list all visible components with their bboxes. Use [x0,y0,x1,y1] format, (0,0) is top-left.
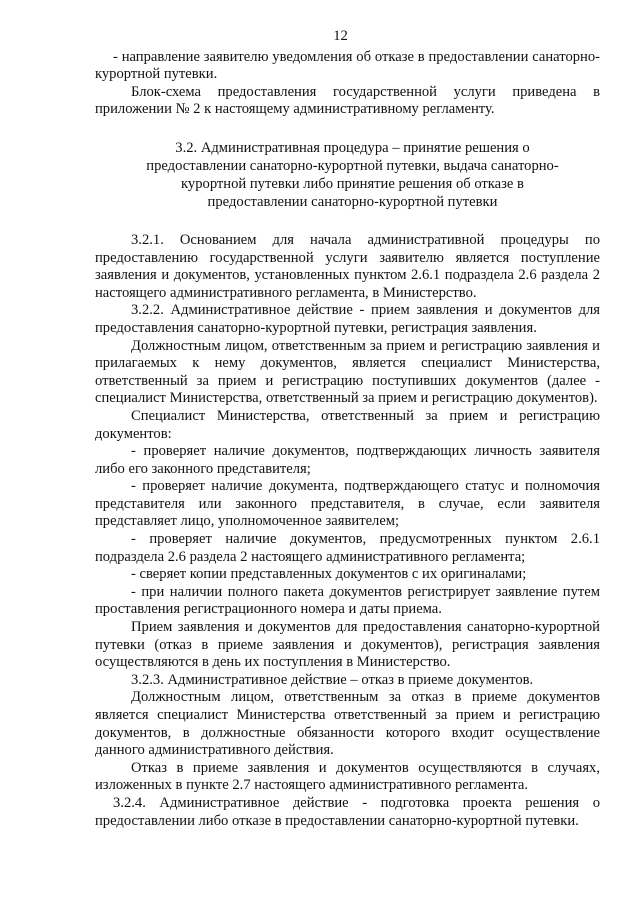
paragraph-refusal-official: Должностным лицом, ответственным за отказ в приеме документов является специалист Министерства ответственный за прием и регистрацию документов, в должностные обязанности которого входит осуществление данного административного действия. [95,689,600,759]
list-item-check-authority: - проверяет наличие документа, подтверждающего статус и полномочия представителя или законного представителя, в случае, если заявителя представляет лицо, уполномоченное заявителем; [95,478,600,530]
list-item-register-application: - при наличии полного пакета документов регистрирует заявление путем проставления регистрационного номера и даты приема. [95,583,600,618]
paragraph-same-day-registration: Прием заявления и документов для предоставления санаторно-курортной путевки (отказ в приеме заявления и документов), регистрация заявления осуществляются в день их поступления в Министерство. [95,619,600,671]
page-number: 12 [333,28,348,44]
section-title: 3.2. Административная процедура – принятие решения о предоставлении санаторно-курортной путевки, выдача санаторно-курортной путевки либо принятие решения об отказе в предоставлении санаторно-курортной путевки [146,139,559,210]
paragraph-responsible-official: Должностным лицом, ответственным за прием и регистрацию заявления и прилагаемых к нему документов, является специалист Министерства, ответственный за прием и регистрацию поступивших документов (далее - специалист Министерства, ответственный за прием и регистрацию документов). [95,337,600,407]
paragraph-3-2-3: 3.2.3. Административное действие – отказ в приеме документов. [131,671,534,688]
paragraph-3-2-2: 3.2.2. Административное действие - прием заявления и документов для предоставления санаторно-курортной путевки, регистрация заявления. [95,302,600,336]
list-item-verify-copies: - сверяет копии представленных документов с их оригиналами; [131,566,527,583]
list-item-check-identity: - проверяет наличие документов, подтверждающих личность заявителя либо его законного представителя; [95,443,600,477]
paragraph-specialist-duties: Специалист Министерства, ответственный за прием и регистрацию документов: [95,407,600,442]
paragraph-flowchart-reference: Блок-схема предоставления государственной услуги приведена в приложении № 2 к настоящему административному регламенту. [95,83,600,118]
paragraph-3-2-4: 3.2.4. Административное действие - подготовка проекта решения о предоставлении либо отказе в предоставлении санаторно-курортной путевки. [95,794,600,829]
list-item-check-documents: - проверяет наличие документов, предусмотренных пунктом 2.6.1 подраздела 2.6 раздела 2 настоящего административного регламента; [95,531,600,565]
paragraph-3-2-1: 3.2.1. Основанием для начала административной процедуры по предоставлению государственной услуги заявителю является поступление заявления и документов, установленных пунктом 2.6.1 подраздела 2.6 раздела 2 настоящего административного регламента, в Министерство. [95,231,600,301]
paragraph-refusal-cases: Отказ в приеме заявления и документов осуществляются в случаях, изложенных в пункте 2.7 настоящего административного регламента. [95,759,600,794]
paragraph-refusal-notice: - направление заявителю уведомления об отказе в предоставлении санаторно-курортной путевки. [95,48,600,83]
